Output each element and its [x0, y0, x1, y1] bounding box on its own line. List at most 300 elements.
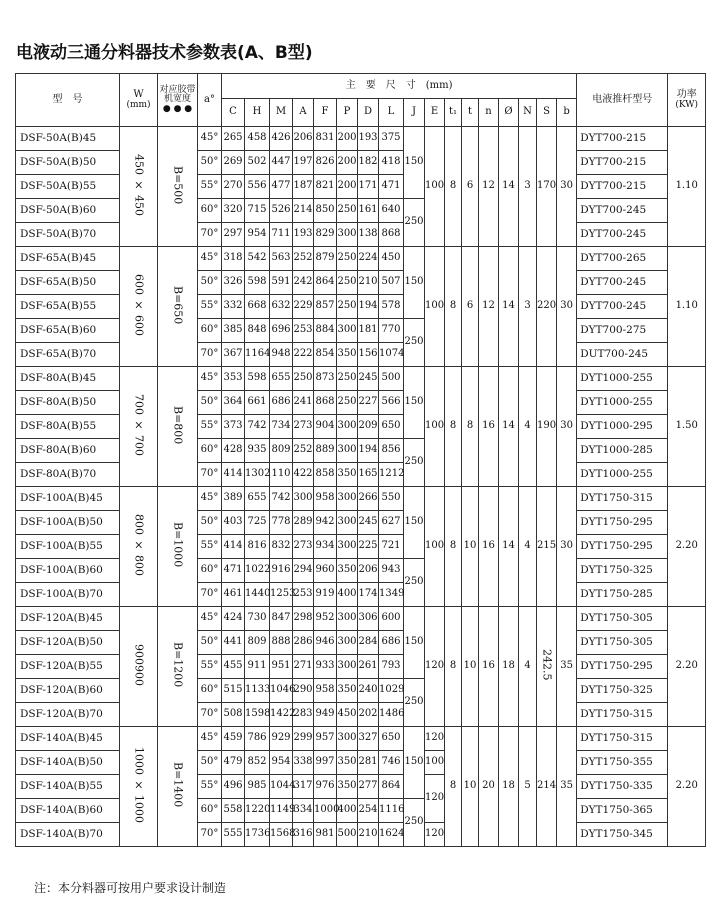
table-row	[16, 343, 706, 367]
model-cell: DSF-140A(B)70	[16, 823, 120, 847]
table-row	[16, 247, 706, 271]
pump-cell: DYT700-275	[577, 319, 668, 343]
dim-a-cell: 316	[293, 823, 314, 847]
angle-cell: 60°	[198, 319, 222, 343]
dim-a-cell: 334	[293, 799, 314, 823]
dim-l-cell: 550	[379, 487, 404, 511]
dim-c-cell: 297	[222, 223, 245, 247]
dim-s-cell	[537, 607, 557, 727]
dim-c-cell: 270	[222, 175, 245, 199]
model-cell: DSF-50A(B)45	[16, 127, 120, 151]
dim-f-cell: 981	[314, 823, 337, 847]
pump-cell: DYT700-265	[577, 247, 668, 271]
model-cell: DSF-65A(B)45	[16, 247, 120, 271]
dim-h-cell: 1164	[245, 343, 270, 367]
dim-m-cell: 734	[270, 415, 293, 439]
dim-h-cell: 458	[245, 127, 270, 151]
dim-m-cell: 632	[270, 295, 293, 319]
dim-f-cell: 904	[314, 415, 337, 439]
w-cell	[120, 127, 158, 247]
dim-h-cell: 668	[245, 295, 270, 319]
dim-a-cell: 317	[293, 775, 314, 799]
dim-p-cell: 350	[337, 559, 358, 583]
header-w-label: W	[133, 88, 144, 100]
dim-e-cell: 100	[425, 487, 445, 607]
dim-a-cell: 253	[293, 319, 314, 343]
dim-d-cell: 156	[358, 343, 379, 367]
dim-phi-cell: 14	[499, 247, 519, 367]
dim-f-cell: 934	[314, 535, 337, 559]
pump-cell: DYT700-215	[577, 127, 668, 151]
dim-d-cell: 261	[358, 655, 379, 679]
dim-t1-cell: 8	[445, 247, 462, 367]
power-cell: 1.50	[668, 367, 706, 487]
model-cell: DSF-80A(B)60	[16, 439, 120, 463]
dim-e-cell: 120	[425, 727, 445, 751]
angle-cell: 70°	[198, 223, 222, 247]
dim-p-cell: 250	[337, 367, 358, 391]
table-row	[16, 367, 706, 391]
dim-d-cell: 161	[358, 199, 379, 223]
pump-cell: DYT1750-295	[577, 655, 668, 679]
model-cell: DSF-140A(B)60	[16, 799, 120, 823]
dim-d-cell: 206	[358, 559, 379, 583]
header-w-unit: (mm)	[126, 100, 151, 110]
dim-header: J	[404, 99, 425, 127]
dim-j-cell: 150	[404, 367, 425, 439]
dim-h-cell: 1598	[245, 703, 270, 727]
dim-d-cell: 193	[358, 127, 379, 151]
table-row	[16, 199, 706, 223]
dim-s-cell: 215	[537, 487, 557, 607]
dim-a-cell: 300	[293, 487, 314, 511]
model-cell: DSF-140A(B)45	[16, 727, 120, 751]
dim-c-cell: 479	[222, 751, 245, 775]
dim-a-cell: 242	[293, 271, 314, 295]
table-row	[16, 319, 706, 343]
dim-j-cell: 150	[404, 247, 425, 319]
header-belt	[158, 74, 198, 127]
dim-c-cell: 424	[222, 607, 245, 631]
dim-p-cell: 250	[337, 295, 358, 319]
angle-cell: 60°	[198, 559, 222, 583]
model-cell: DSF-120A(B)70	[16, 703, 120, 727]
w-cell-text: 800 × 800	[132, 513, 146, 576]
pump-cell: DYT1000-295	[577, 415, 668, 439]
dim-s-cell: 190	[537, 367, 557, 487]
dim-f-cell: 958	[314, 487, 337, 511]
dim-c-cell: 367	[222, 343, 245, 367]
dim-d-cell: 224	[358, 247, 379, 271]
dim-f-cell: 960	[314, 559, 337, 583]
dim-h-cell: 1736	[245, 823, 270, 847]
dim-h-cell: 598	[245, 271, 270, 295]
dim-c-cell: 364	[222, 391, 245, 415]
belt-cell-text: B=1000	[171, 522, 185, 568]
dim-c-cell: 403	[222, 511, 245, 535]
dim-h-cell: 542	[245, 247, 270, 271]
dim-p-cell: 300	[337, 607, 358, 631]
dim-d-cell: 165	[358, 463, 379, 487]
dim-phi-cell: 14	[499, 127, 519, 247]
dim-t1-cell: 8	[445, 367, 462, 487]
dim-header: t	[462, 99, 479, 127]
dim-h-cell: 954	[245, 223, 270, 247]
dim-b-cell: 30	[557, 247, 577, 367]
header-angle: a°	[198, 74, 222, 127]
dim-l-cell: 600	[379, 607, 404, 631]
dim-c-cell: 515	[222, 679, 245, 703]
dim-p-cell: 350	[337, 463, 358, 487]
dim-f-cell: 949	[314, 703, 337, 727]
belt-cell	[158, 727, 198, 847]
dim-f-cell: 933	[314, 655, 337, 679]
dim-l-cell: 686	[379, 631, 404, 655]
model-cell: DSF-50A(B)70	[16, 223, 120, 247]
dim-c-cell: 332	[222, 295, 245, 319]
dim-p-cell: 350	[337, 343, 358, 367]
pump-cell: DYT1750-305	[577, 631, 668, 655]
dim-j-cell: 250	[404, 559, 425, 607]
belt-cell	[158, 487, 198, 607]
pump-cell: DYT1750-315	[577, 487, 668, 511]
dim-c-cell: 353	[222, 367, 245, 391]
dim-a-cell: 250	[293, 367, 314, 391]
dim-m-cell: 526	[270, 199, 293, 223]
pump-cell: DYT1750-315	[577, 703, 668, 727]
dim-c-cell: 508	[222, 703, 245, 727]
dim-p-cell: 350	[337, 751, 358, 775]
angle-cell: 70°	[198, 823, 222, 847]
dim-a-cell: 197	[293, 151, 314, 175]
pump-cell: DYT700-245	[577, 271, 668, 295]
pump-cell: DYT1000-285	[577, 439, 668, 463]
model-cell: DSF-65A(B)70	[16, 343, 120, 367]
dim-l-cell: 864	[379, 775, 404, 799]
model-cell: DSF-120A(B)55	[16, 655, 120, 679]
dim-f-cell: 873	[314, 367, 337, 391]
dim-h-cell: 655	[245, 487, 270, 511]
w-cell-text: 1000 × 1000	[132, 746, 146, 823]
table-row	[16, 583, 706, 607]
angle-cell: 60°	[198, 799, 222, 823]
angle-cell: 55°	[198, 175, 222, 199]
pump-cell: DYT1750-315	[577, 727, 668, 751]
dim-j-cell: 250	[404, 439, 425, 487]
dim-f-cell: 942	[314, 511, 337, 535]
belt-cell	[158, 607, 198, 727]
w-cell	[120, 487, 158, 607]
w-cell-text: 700 × 700	[132, 393, 146, 456]
table-row	[16, 463, 706, 487]
dim-h-cell: 985	[245, 775, 270, 799]
dim-header: D	[358, 99, 379, 127]
dim-h-cell: 809	[245, 631, 270, 655]
dim-c-cell: 320	[222, 199, 245, 223]
pump-cell: DYT700-245	[577, 199, 668, 223]
dim-nn-cell: 4	[519, 367, 537, 487]
dim-m-cell: 655	[270, 367, 293, 391]
table-row	[16, 655, 706, 679]
header-w	[120, 74, 158, 127]
spec-table	[15, 73, 706, 847]
angle-cell: 50°	[198, 631, 222, 655]
table-row	[16, 487, 706, 511]
dim-a-cell: 271	[293, 655, 314, 679]
dim-f-cell: 952	[314, 607, 337, 631]
angle-cell: 55°	[198, 535, 222, 559]
dim-l-cell: 500	[379, 367, 404, 391]
dim-p-cell: 350	[337, 775, 358, 799]
belt-cell	[158, 247, 198, 367]
angle-cell: 70°	[198, 703, 222, 727]
dim-b-cell: 35	[557, 607, 577, 727]
dim-l-cell: 650	[379, 727, 404, 751]
model-cell: DSF-100A(B)70	[16, 583, 120, 607]
belt-cell-text: B=800	[171, 405, 185, 444]
dim-phi-cell: 18	[499, 727, 519, 847]
dim-p-cell: 400	[337, 583, 358, 607]
w-cell	[120, 607, 158, 727]
dim-m-cell: 948	[270, 343, 293, 367]
dim-header: P	[337, 99, 358, 127]
power-cell: 2.20	[668, 607, 706, 727]
dim-j-cell: 150	[404, 607, 425, 679]
pump-cell: DYT1750-285	[577, 583, 668, 607]
dim-c-cell: 265	[222, 127, 245, 151]
dim-l-cell: 418	[379, 151, 404, 175]
angle-cell: 45°	[198, 367, 222, 391]
dim-header: L	[379, 99, 404, 127]
model-cell: DSF-80A(B)45	[16, 367, 120, 391]
dim-d-cell: 171	[358, 175, 379, 199]
header-power	[668, 74, 706, 127]
dim-p-cell: 250	[337, 199, 358, 223]
dim-f-cell: 829	[314, 223, 337, 247]
dim-j-cell: 250	[404, 199, 425, 247]
header-belt-label: 对应胶带机宽度	[159, 84, 196, 105]
table-row	[16, 439, 706, 463]
dim-p-cell: 300	[337, 535, 358, 559]
dim-a-cell: 273	[293, 535, 314, 559]
belt-cell-text: B=1400	[171, 762, 185, 808]
dim-c-cell: 428	[222, 439, 245, 463]
dim-f-cell: 889	[314, 439, 337, 463]
dim-d-cell: 225	[358, 535, 379, 559]
table-row	[16, 727, 706, 751]
dim-j-cell: 150	[404, 127, 425, 199]
dim-c-cell: 326	[222, 271, 245, 295]
dim-h-cell: 661	[245, 391, 270, 415]
dim-a-cell: 206	[293, 127, 314, 151]
table-row	[16, 175, 706, 199]
w-cell-text: 600 × 600	[132, 273, 146, 336]
dim-m-cell: 1568	[270, 823, 293, 847]
header-power-label: 功率	[676, 88, 697, 100]
dim-a-cell: 298	[293, 607, 314, 631]
dim-f-cell: 958	[314, 679, 337, 703]
dim-p-cell: 400	[337, 799, 358, 823]
dim-header: A	[293, 99, 314, 127]
dim-h-cell: 911	[245, 655, 270, 679]
dim-h-cell: 1022	[245, 559, 270, 583]
dim-c-cell: 555	[222, 823, 245, 847]
dim-h-cell: 598	[245, 367, 270, 391]
dim-n-cell: 12	[479, 127, 499, 247]
dim-b-cell: 30	[557, 367, 577, 487]
dim-m-cell: 951	[270, 655, 293, 679]
dim-e-cell: 100	[425, 751, 445, 775]
angle-cell: 50°	[198, 751, 222, 775]
table-row	[16, 751, 706, 775]
dim-d-cell: 182	[358, 151, 379, 175]
dim-f-cell: 919	[314, 583, 337, 607]
dim-e-cell: 100	[425, 127, 445, 247]
dim-m-cell: 1149	[270, 799, 293, 823]
dim-m-cell: 711	[270, 223, 293, 247]
dim-p-cell: 200	[337, 151, 358, 175]
dim-a-cell: 290	[293, 679, 314, 703]
dim-header: b	[557, 99, 577, 127]
model-cell: DSF-65A(B)60	[16, 319, 120, 343]
header-pump: 电液推杆型号	[577, 74, 668, 127]
angle-cell: 55°	[198, 415, 222, 439]
dim-d-cell: 194	[358, 439, 379, 463]
dim-c-cell: 471	[222, 559, 245, 583]
angle-cell: 50°	[198, 391, 222, 415]
dim-n-cell: 20	[479, 727, 499, 847]
table-row	[16, 127, 706, 151]
dim-c-cell: 558	[222, 799, 245, 823]
dim-h-cell: 816	[245, 535, 270, 559]
dim-p-cell: 300	[337, 319, 358, 343]
w-cell-text: 900900	[132, 643, 146, 686]
model-cell: DSF-120A(B)60	[16, 679, 120, 703]
dim-l-cell: 1116	[379, 799, 404, 823]
dim-m-cell: 916	[270, 559, 293, 583]
w-cell	[120, 247, 158, 367]
dim-f-cell: 821	[314, 175, 337, 199]
dim-n-cell: 12	[479, 247, 499, 367]
angle-cell: 50°	[198, 511, 222, 535]
dim-l-cell: 943	[379, 559, 404, 583]
dim-m-cell: 696	[270, 319, 293, 343]
dim-f-cell: 976	[314, 775, 337, 799]
dim-m-cell: 1253	[270, 583, 293, 607]
dim-a-cell: 294	[293, 559, 314, 583]
dim-p-cell: 300	[337, 511, 358, 535]
dim-n-cell: 16	[479, 487, 499, 607]
dim-m-cell: 832	[270, 535, 293, 559]
dim-nn-cell: 5	[519, 727, 537, 847]
dim-nn-cell: 4	[519, 607, 537, 727]
dim-t-cell: 10	[462, 607, 479, 727]
dim-e-cell: 100	[425, 247, 445, 367]
dim-f-cell: 957	[314, 727, 337, 751]
dim-m-cell: 563	[270, 247, 293, 271]
dim-t1-cell: 8	[445, 127, 462, 247]
dim-d-cell: 209	[358, 415, 379, 439]
dim-h-cell: 725	[245, 511, 270, 535]
dim-b-cell: 30	[557, 487, 577, 607]
dim-l-cell: 1624	[379, 823, 404, 847]
dim-b-cell: 30	[557, 127, 577, 247]
dim-a-cell: 338	[293, 751, 314, 775]
table-row	[16, 415, 706, 439]
dim-c-cell: 455	[222, 655, 245, 679]
dim-p-cell: 250	[337, 247, 358, 271]
dim-d-cell: 138	[358, 223, 379, 247]
angle-cell: 50°	[198, 271, 222, 295]
table-row	[16, 799, 706, 823]
model-cell: DSF-140A(B)50	[16, 751, 120, 775]
dim-l-cell: 650	[379, 415, 404, 439]
dim-d-cell: 327	[358, 727, 379, 751]
dim-m-cell: 1046	[270, 679, 293, 703]
dim-p-cell: 350	[337, 679, 358, 703]
dim-l-cell: 640	[379, 199, 404, 223]
belt-cell-text: B=500	[171, 165, 185, 204]
spec-table-body	[16, 127, 706, 847]
dim-f-cell: 831	[314, 127, 337, 151]
dim-p-cell: 300	[337, 727, 358, 751]
dim-l-cell: 793	[379, 655, 404, 679]
dim-h-cell: 786	[245, 727, 270, 751]
dim-c-cell: 461	[222, 583, 245, 607]
dim-s-cell-text: 242.5	[540, 649, 554, 681]
dim-l-cell: 1349	[379, 583, 404, 607]
angle-cell: 45°	[198, 487, 222, 511]
table-row	[16, 823, 706, 847]
table-row	[16, 607, 706, 631]
dim-l-cell: 1212	[379, 463, 404, 487]
dim-f-cell: 858	[314, 463, 337, 487]
table-row	[16, 535, 706, 559]
footnote: 注：本分料器可按用户要求设计制造	[34, 881, 227, 895]
dim-t-cell: 6	[462, 127, 479, 247]
model-cell: DSF-140A(B)55	[16, 775, 120, 799]
dim-e-cell: 120	[425, 607, 445, 727]
w-cell-text: 450 × 450	[132, 153, 146, 216]
table-row	[16, 151, 706, 175]
dim-m-cell: 447	[270, 151, 293, 175]
dim-header: Ø	[499, 99, 519, 127]
dim-f-cell: 857	[314, 295, 337, 319]
dim-a-cell: 253	[293, 583, 314, 607]
dim-a-cell: 214	[293, 199, 314, 223]
dim-header: S	[537, 99, 557, 127]
dim-p-cell: 300	[337, 223, 358, 247]
model-cell: DSF-100A(B)50	[16, 511, 120, 535]
pump-cell: DYT1000-255	[577, 367, 668, 391]
dim-c-cell: 459	[222, 727, 245, 751]
dim-d-cell: 174	[358, 583, 379, 607]
dim-d-cell: 277	[358, 775, 379, 799]
table-row	[16, 559, 706, 583]
dim-t1-cell: 8	[445, 607, 462, 727]
dim-d-cell: 194	[358, 295, 379, 319]
dim-header: n	[479, 99, 499, 127]
dim-d-cell: 254	[358, 799, 379, 823]
dim-p-cell: 300	[337, 487, 358, 511]
model-cell: DSF-65A(B)55	[16, 295, 120, 319]
dim-p-cell: 250	[337, 391, 358, 415]
model-cell: DSF-50A(B)50	[16, 151, 120, 175]
dim-l-cell: 627	[379, 511, 404, 535]
dim-c-cell: 441	[222, 631, 245, 655]
dim-c-cell: 318	[222, 247, 245, 271]
dim-f-cell: 997	[314, 751, 337, 775]
